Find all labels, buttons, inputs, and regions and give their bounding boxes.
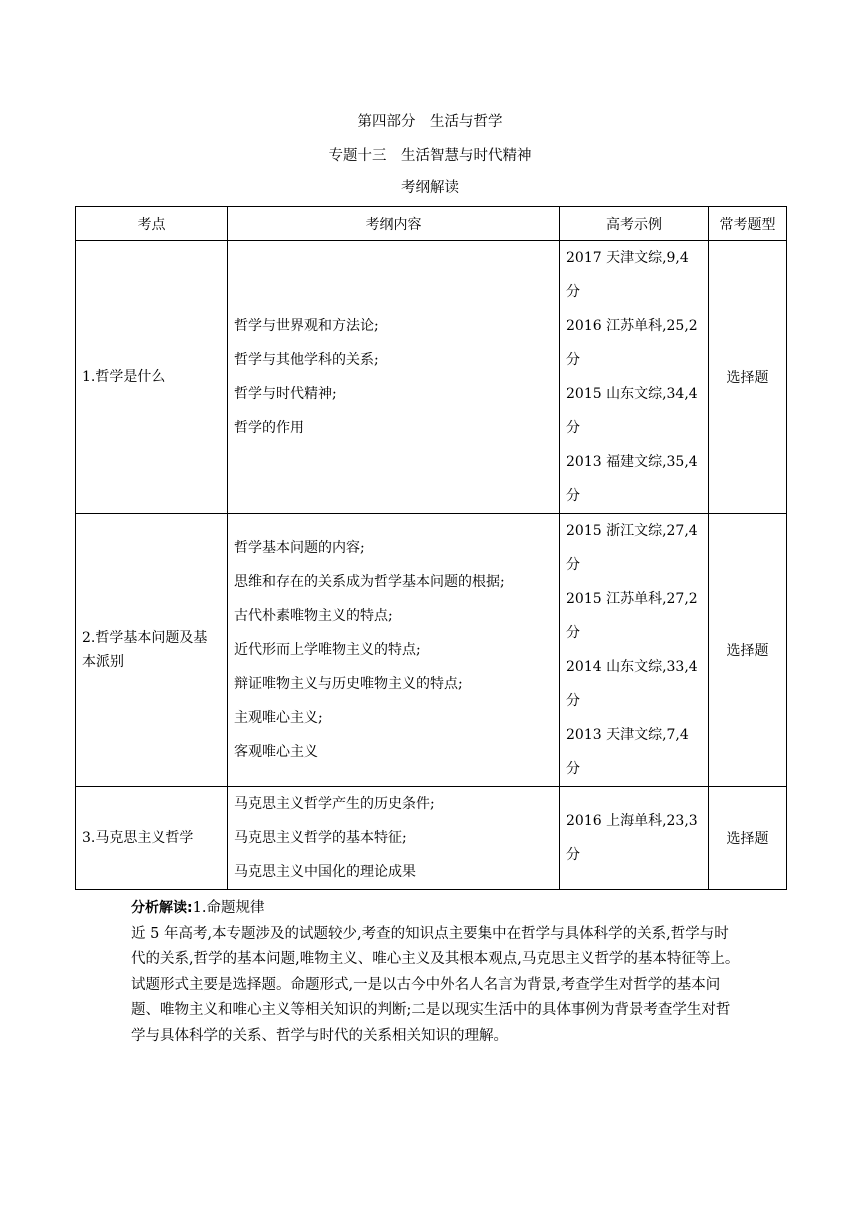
header-examples: 高考示例 bbox=[560, 207, 709, 241]
row3-point: 3.马克思主义哲学 bbox=[76, 787, 228, 890]
example-line: 2014 山东文综,33,4 bbox=[566, 659, 698, 675]
content-line: 客观唯心主义 bbox=[234, 744, 318, 760]
table-row bbox=[76, 514, 787, 787]
table-row bbox=[76, 787, 787, 890]
example-line: 分 bbox=[566, 625, 580, 641]
part-title: 第四部分 生活与哲学 bbox=[357, 114, 503, 130]
row2-content bbox=[228, 514, 560, 787]
example-line: 2015 浙江文综,27,4 bbox=[566, 523, 698, 539]
row1-content bbox=[228, 241, 560, 514]
example-line: 分 bbox=[566, 284, 580, 300]
example-line: 分 bbox=[566, 420, 580, 436]
section-title: 考纲解读 bbox=[401, 180, 459, 196]
content-line: 马克思主义哲学的基本特征; bbox=[234, 830, 407, 846]
content-line: 近代形而上学唯物主义的特点; bbox=[234, 642, 421, 658]
row1-type: 选择题 bbox=[709, 241, 787, 514]
analysis-subheading: 1.命题规律 bbox=[192, 900, 265, 916]
header-content: 考纲内容 bbox=[228, 207, 560, 241]
example-line: 分 bbox=[566, 847, 580, 863]
topic-title: 专题十三 生活智慧与时代精神 bbox=[328, 148, 532, 164]
content-line: 马克思主义中国化的理论成果 bbox=[234, 864, 416, 880]
example-line: 分 bbox=[566, 352, 580, 368]
example-line: 2013 福建文综,35,4 bbox=[566, 454, 698, 470]
syllabus-table bbox=[75, 206, 787, 890]
header-point: 考点 bbox=[76, 207, 228, 241]
table-row bbox=[76, 241, 787, 514]
content-line: 哲学与世界观和方法论; bbox=[234, 318, 379, 334]
content-line: 辩证唯物主义与历史唯物主义的特点; bbox=[234, 676, 463, 692]
example-line: 分 bbox=[566, 761, 580, 777]
analysis-lead: 分析解读: bbox=[131, 900, 193, 916]
example-line: 2015 山东文综,34,4 bbox=[566, 386, 698, 402]
row1-point: 1.哲学是什么 bbox=[76, 241, 228, 514]
header-type: 常考题型 bbox=[709, 207, 787, 241]
example-line: 分 bbox=[566, 488, 580, 504]
analysis-body: 近 5 年高考,本专题涉及的试题较少,考查的知识点主要集中在哲学与具体科学的关系,哲学与时代的关系,哲学的基本问题,唯物主义、唯心主义及其根本观点,马克思主义哲学的基本特征等上。试题形式主要是选择题。命题形式,一是以古今中外名人名言为背景,考查学生对哲学的基本问题、唯物主义和唯心主义等相关知识的判断;二是以现实生活中的具体事例为背景考查学生对哲学与具体科学的关系、哲学与时代的关系相关知识的理解。 bbox=[131, 925, 740, 1044]
analysis-heading-line bbox=[131, 896, 741, 922]
example-line: 2015 江苏单科,27,2 bbox=[566, 591, 698, 607]
content-line: 古代朴素唯物主义的特点; bbox=[234, 608, 393, 624]
row3-type: 选择题 bbox=[709, 787, 787, 890]
content-line: 哲学基本问题的内容; bbox=[234, 540, 365, 556]
example-line: 2016 上海单科,23,3 bbox=[566, 813, 698, 829]
analysis-section bbox=[131, 896, 741, 1049]
table-header-row bbox=[76, 207, 787, 241]
example-line: 分 bbox=[566, 693, 580, 709]
content-line: 哲学与其他学科的关系; bbox=[234, 352, 379, 368]
content-line: 哲学的作用 bbox=[234, 420, 304, 436]
row2-point: 2.哲学基本问题及基本派别 bbox=[76, 514, 228, 787]
example-line: 2017 天津文综,9,4 bbox=[566, 250, 689, 266]
content-line: 主观唯心主义; bbox=[234, 710, 323, 726]
example-line: 2013 天津文综,7,4 bbox=[566, 727, 689, 743]
content-line: 马克思主义哲学产生的历史条件; bbox=[234, 796, 435, 812]
content-line: 思维和存在的关系成为哲学基本问题的根据; bbox=[234, 574, 505, 590]
row3-content bbox=[228, 787, 560, 890]
example-line: 2016 江苏单科,25,2 bbox=[566, 318, 698, 334]
row2-type: 选择题 bbox=[709, 514, 787, 787]
row2-examples bbox=[560, 514, 709, 787]
row1-examples bbox=[560, 241, 709, 514]
example-line: 分 bbox=[566, 557, 580, 573]
row3-examples bbox=[560, 787, 709, 890]
content-line: 哲学与时代精神; bbox=[234, 386, 337, 402]
